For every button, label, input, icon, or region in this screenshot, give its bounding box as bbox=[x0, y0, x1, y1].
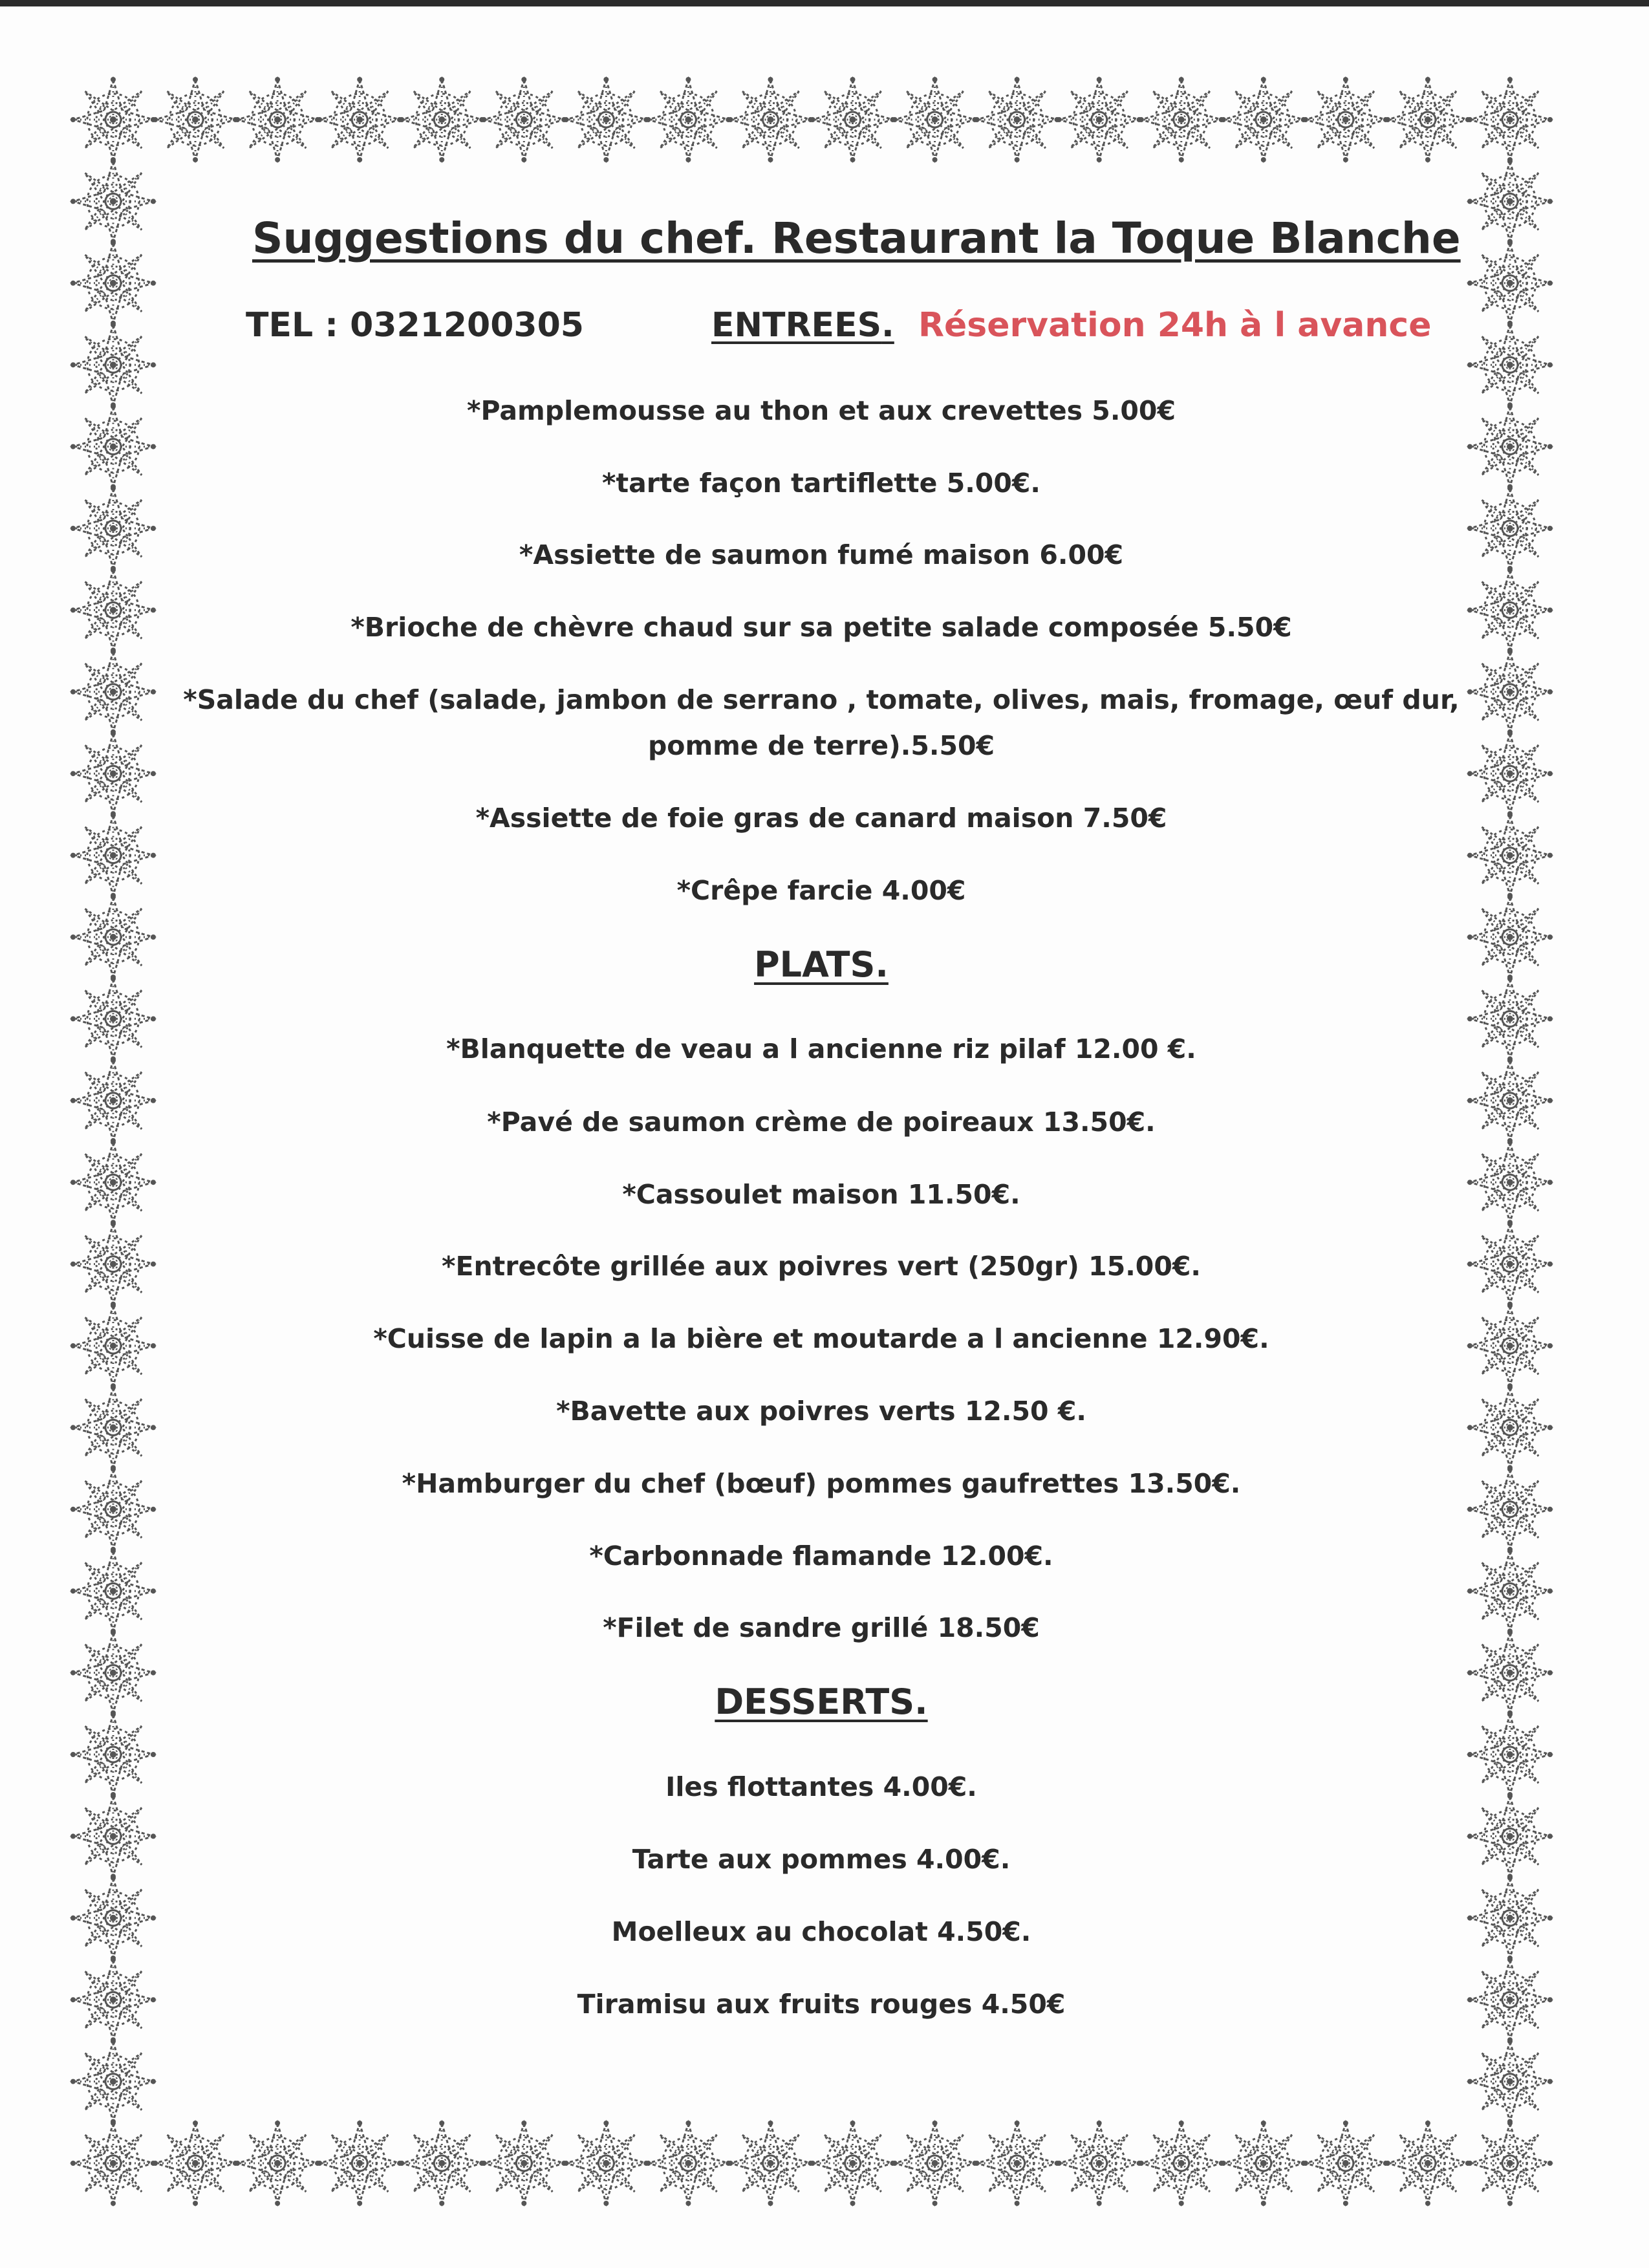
snowflake-ornament-icon bbox=[1467, 486, 1553, 571]
snowflake-ornament-icon bbox=[810, 77, 896, 162]
snowflake-ornament-icon bbox=[1467, 404, 1553, 490]
snowflake-ornament-icon bbox=[399, 77, 484, 162]
menu-item: Tarte aux pommes 4.00€. bbox=[632, 1844, 1011, 1875]
snowflake-ornament-icon bbox=[1057, 77, 1142, 162]
menu-item: *Brioche de chèvre chaud sur sa petite salade composée 5.50€ bbox=[350, 612, 1292, 643]
info-row bbox=[168, 306, 1474, 358]
menu-item: Iles flottantes 4.00€. bbox=[665, 1771, 977, 1802]
snowflake-ornament-icon bbox=[70, 322, 156, 407]
snowflake-ornament-icon bbox=[235, 77, 320, 162]
snowflake-ornament-icon bbox=[1467, 322, 1553, 407]
snowflake-ornament-icon bbox=[70, 1793, 156, 1879]
menu-item: *Pamplemousse au thon et aux crevettes 5.00€ bbox=[467, 395, 1176, 426]
snowflake-ornament-icon bbox=[1467, 1139, 1553, 1225]
menu-item: *tarte façon tartiflette 5.00€. bbox=[602, 468, 1040, 499]
menu-item: *Assiette de foie gras de canard maison 7.50€ bbox=[475, 803, 1167, 834]
snowflake-ornament-icon bbox=[645, 2121, 731, 2206]
snowflake-ornament-icon bbox=[563, 2121, 649, 2206]
menu-item: *Salade du chef (salade, jambon de serrano , tomate, olives, mais, fromage, œuf dur, bbox=[183, 684, 1460, 715]
snowflake-ornament-icon bbox=[645, 77, 731, 162]
menu-item: *Crêpe farcie 4.00€ bbox=[676, 875, 966, 906]
snowflake-ornament-icon bbox=[1467, 649, 1553, 735]
snowflake-ornament-icon bbox=[1467, 1793, 1553, 1879]
snowflake-ornament-icon bbox=[1467, 1712, 1553, 1797]
snowflake-ornament-icon bbox=[1303, 77, 1388, 162]
snowflake-ornament-icon bbox=[235, 2121, 320, 2206]
menu-item: Moelleux au chocolat 4.50€. bbox=[611, 1916, 1031, 1947]
snowflake-ornament-icon bbox=[70, 976, 156, 1061]
snowflake-ornament-icon bbox=[1467, 894, 1553, 980]
snowflake-ornament-icon bbox=[1467, 813, 1553, 898]
snowflake-ornament-icon bbox=[70, 1303, 156, 1388]
snowflake-ornament-icon bbox=[70, 1630, 156, 1716]
menu-item: *Pavé de saumon crème de poireaux 13.50€. bbox=[487, 1107, 1156, 1138]
snowflake-ornament-icon bbox=[70, 2039, 156, 2124]
snowflake-ornament-icon bbox=[70, 649, 156, 735]
snowflake-ornament-icon bbox=[975, 2121, 1060, 2206]
snowflake-ornament-icon bbox=[1467, 158, 1553, 244]
snowflake-ornament-icon bbox=[70, 1957, 156, 2042]
snowflake-ornament-icon bbox=[1221, 2121, 1306, 2206]
snowflake-ornament-icon bbox=[70, 404, 156, 490]
snowflake-ornament-icon bbox=[1467, 2039, 1553, 2124]
snowflake-ornament-icon bbox=[317, 2121, 402, 2206]
snowflake-ornament-icon bbox=[1139, 2121, 1224, 2206]
snowflake-ornament-icon bbox=[70, 731, 156, 816]
snowflake-ornament-icon bbox=[1467, 77, 1553, 162]
snowflake-ornament-icon bbox=[1467, 567, 1553, 653]
snowflake-ornament-icon bbox=[70, 1712, 156, 1797]
section-heading-desserts: DESSERTS. bbox=[715, 1681, 928, 1722]
snowflake-ornament-icon bbox=[1467, 731, 1553, 816]
snowflake-ornament-icon bbox=[727, 2121, 813, 2206]
snowflake-ornament-icon bbox=[1467, 1467, 1553, 1552]
snowflake-ornament-icon bbox=[892, 2121, 978, 2206]
menu-item: Tiramisu aux fruits rouges 4.50€ bbox=[577, 1989, 1066, 2020]
snowflake-ornament-icon bbox=[727, 77, 813, 162]
snowflake-ornament-icon bbox=[70, 894, 156, 980]
snowflake-ornament-icon bbox=[70, 1139, 156, 1225]
menu-item: *Carbonnade flamande 12.00€. bbox=[589, 1540, 1053, 1571]
snowflake-ornament-icon bbox=[1385, 2121, 1471, 2206]
snowflake-ornament-icon bbox=[70, 77, 156, 162]
snowflake-ornament-icon bbox=[70, 1222, 156, 1307]
snowflake-ornament-icon bbox=[1467, 1222, 1553, 1307]
snowflake-ornament-icon bbox=[892, 77, 978, 162]
snowflake-ornament-icon bbox=[399, 2121, 484, 2206]
snowflake-ornament-icon bbox=[1139, 77, 1224, 162]
snowflake-ornament-icon bbox=[1303, 2121, 1388, 2206]
reservation-notice: Réservation 24h à l avance bbox=[918, 306, 1432, 345]
menu-item: *Blanquette de veau a l ancienne riz pilaf 12.00 €. bbox=[446, 1033, 1196, 1064]
menu-item: *Hamburger du chef (bœuf) pommes gaufrettes 13.50€. bbox=[402, 1468, 1241, 1499]
snowflake-ornament-icon bbox=[1467, 1385, 1553, 1470]
snowflake-ornament-icon bbox=[1467, 1303, 1553, 1388]
page-title: Suggestions du chef. Restaurant la Toque Blanche bbox=[252, 213, 1461, 263]
menu-item: *Entrecôte grillée aux poivres vert (250gr) 15.00€. bbox=[442, 1251, 1201, 1282]
snowflake-ornament-icon bbox=[1467, 241, 1553, 326]
snowflake-ornament-icon bbox=[70, 567, 156, 653]
snowflake-ornament-icon bbox=[1221, 77, 1306, 162]
snowflake-ornament-icon bbox=[810, 2121, 896, 2206]
snowflake-ornament-icon bbox=[317, 77, 402, 162]
snowflake-ornament-icon bbox=[70, 2121, 156, 2206]
snowflake-ornament-icon bbox=[1467, 1957, 1553, 2042]
snowflake-ornament-icon bbox=[70, 1058, 156, 1143]
menu-item: *Cassoulet maison 11.50€. bbox=[622, 1179, 1020, 1210]
snowflake-ornament-icon bbox=[1467, 976, 1553, 1061]
snowflake-ornament-icon bbox=[70, 241, 156, 326]
menu-item: *Bavette aux poivres verts 12.50 €. bbox=[556, 1396, 1086, 1427]
snowflake-ornament-icon bbox=[70, 1875, 156, 1961]
snowflake-ornament-icon bbox=[70, 1467, 156, 1552]
menu-item: *Assiette de saumon fumé maison 6.00€ bbox=[519, 539, 1124, 570]
snowflake-ornament-icon bbox=[481, 2121, 566, 2206]
menu-item: *Filet de sandre grillé 18.50€ bbox=[603, 1612, 1040, 1643]
snowflake-ornament-icon bbox=[1385, 77, 1471, 162]
snowflake-ornament-icon bbox=[1467, 1875, 1553, 1961]
snowflake-ornament-icon bbox=[975, 77, 1060, 162]
snowflake-ornament-icon bbox=[153, 2121, 238, 2206]
snowflake-ornament-icon bbox=[70, 1548, 156, 1634]
snowflake-ornament-icon bbox=[153, 77, 238, 162]
snowflake-ornament-icon bbox=[1467, 1058, 1553, 1143]
section-heading-entrees: ENTREES. bbox=[711, 306, 894, 345]
snowflake-ornament-icon bbox=[1467, 2121, 1553, 2206]
phone-number: TEL : 0321200305 bbox=[246, 306, 584, 345]
section-heading-entrees-label: ENTREES bbox=[711, 306, 882, 345]
snowflake-ornament-icon bbox=[1467, 1548, 1553, 1634]
menu-item: *Cuisse de lapin a la bière et moutarde a l ancienne 12.90€. bbox=[373, 1323, 1269, 1354]
snowflake-ornament-icon bbox=[70, 158, 156, 244]
snowflake-ornament-icon bbox=[70, 813, 156, 898]
menu-item: pomme de terre).5.50€ bbox=[647, 730, 995, 761]
snowflake-ornament-icon bbox=[1057, 2121, 1142, 2206]
section-heading-plats: PLATS. bbox=[754, 944, 889, 985]
snowflake-ornament-icon bbox=[481, 77, 566, 162]
snowflake-ornament-icon bbox=[1467, 1630, 1553, 1716]
snowflake-ornament-icon bbox=[563, 77, 649, 162]
snowflake-ornament-icon bbox=[70, 1385, 156, 1470]
snowflake-ornament-icon bbox=[70, 486, 156, 571]
